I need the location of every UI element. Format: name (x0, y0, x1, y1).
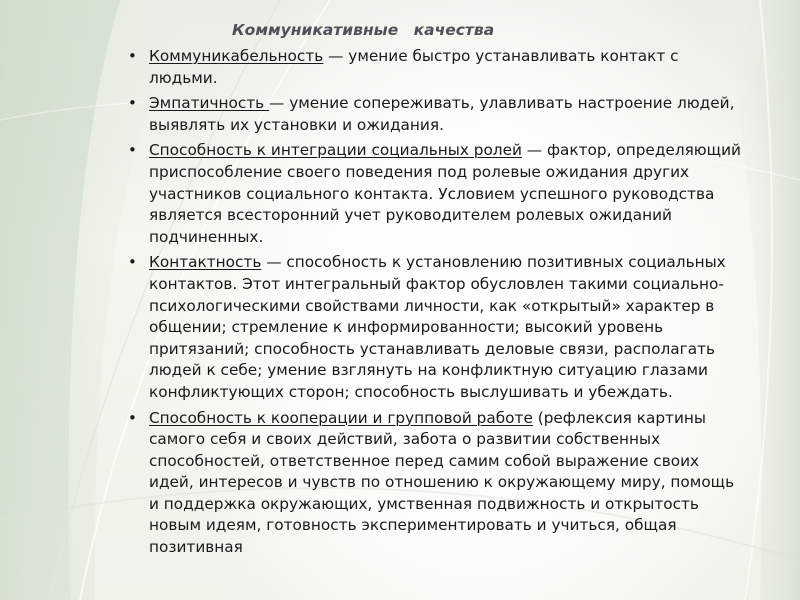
definition: — фактор, определяющий приспособление своего поведения под ролевые ожидания других участников социального контакта. Условием успешного руководства является всесторонний учет руководителем ролевых ожиданий подчиненных. (149, 141, 741, 246)
bullet-icon: • (128, 253, 137, 272)
term: Эмпатичность (149, 94, 270, 113)
definition: (рефлексия картины самого себя и своих действий, забота о развитии собственных способностей, ответственное перед самим собой выражение своих идей, интересов и чувств по отношению к окружающему миру, помощь и поддержка окружающих, умственная подвижность и открытость новым идеям, готовность экспериментировать и учиться, общая позитивная (149, 408, 735, 557)
bullet-icon: • (128, 94, 137, 113)
term: Коммуникабельность (149, 47, 324, 65)
list-item (128, 252, 748, 403)
term: Способность к интеграции социальных ролей (149, 141, 522, 160)
bullet-icon: • (128, 47, 137, 65)
slide-title: Коммуникативные качества (232, 21, 495, 39)
list-item (128, 408, 748, 559)
definition: — умение сопереживать, улавливать настроение людей, выявлять их установки и ожидания. (149, 94, 735, 134)
definition: — способность к установлению позитивных социальных контактов. Этот интегральный фактор обусловлен такими социально-психологическими свойствами личности, как «открытый» характер в общении; стремление к информированности; высокий уровень притязаний; способность устанавливать деловые связи, располагать людей к себе; умение взглянуть на конфликтную ситуацию глазами конфликтующих сторон; способность выслушивать и убеждать. (149, 253, 726, 401)
qualities-list (128, 46, 748, 563)
bullet-icon: • (128, 141, 137, 160)
term: Способность к кооперации и групповой работе (149, 408, 533, 427)
list-item (128, 140, 748, 248)
list-item (128, 46, 748, 89)
term: Контактность (149, 253, 262, 272)
list-item (128, 93, 748, 136)
definition: — умение быстро устанавливать контакт с людьми. (149, 47, 679, 87)
bullet-icon: • (128, 408, 137, 427)
